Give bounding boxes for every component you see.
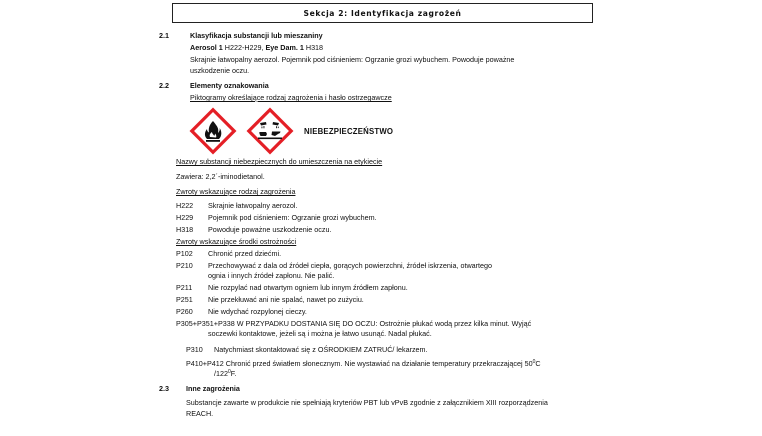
p410-fahrenheit: /122 (214, 369, 228, 378)
section-2-3-heading: Inne zagrożenia (186, 384, 240, 393)
unit-f: F. (230, 369, 237, 378)
corrosion-pictogram (245, 106, 295, 156)
section-2-2-heading: Elementy oznakowania (190, 81, 269, 90)
other-hazards-text-line-2: REACH. (186, 409, 214, 418)
p410-text: P410+P412 Chronić przed światłem słonecznym. Nie wystawiać na działanie temperatury przekraczającej 50 (186, 359, 533, 368)
section-2-3-number: 2.3 (159, 384, 169, 393)
classification-text-line-2: uszkodzenie oczu. (190, 66, 250, 75)
classification-text-line-1: Skrajnie łatwopalny aerozol. Pojemnik pod ciśnieniem: Ogrzanie grozi wybuchem. Powoduje poważne (190, 55, 515, 64)
section-2-1-number: 2.1 (159, 31, 169, 40)
precaution-code: P102 (176, 249, 193, 258)
precaution-text: Nie wdychać rozpylonej cieczy. (208, 307, 307, 316)
unit-c: C (535, 359, 541, 368)
degree-sup: 0 (228, 369, 231, 375)
hazard-code: H222 (176, 201, 194, 210)
pictograms-heading: Piktogramy określające rodzaj zagrożenia i hasło ostrzegawcze (190, 93, 392, 102)
precaution-text (186, 359, 541, 368)
contains-text: Zawiera: 2,2´-iminodietanol. (176, 172, 265, 181)
section-2-1-heading: Klasyfikacja substancji lub mieszaniny (190, 31, 323, 40)
precaution-text: Natychmiast skontaktować się z OŚRODKIEM ZATRUĆ/ lekarzem. (214, 345, 428, 354)
precaution-text: soczewki kontaktowe, jeżeli są i można je łatwo usunąć. Nadal płukać. (208, 329, 432, 338)
signal-word: NIEBEZPIECZEŃSTWO (304, 127, 394, 136)
flame-pictogram (188, 106, 238, 156)
other-hazards-text-line-1: Substancje zawarte w produkcie nie spełniają kryteriów PBT lub vPvB zgodnie z załącznikiem XIII rozporządzenia (186, 398, 548, 407)
precaution-code: P211 (176, 283, 193, 292)
precaution-text: Przechowywać z dala od źródeł ciepła, gorących powierzchni, źródeł iskrzenia, otwartego (208, 261, 493, 270)
classification-line (190, 43, 323, 52)
hazard-text: Pojemnik pod ciśnieniem: Ogrzanie grozi wybuchem. (208, 213, 377, 222)
degree-sup: 0 (532, 359, 536, 365)
hazard-statements-heading: Zwroty wskazujące rodzaj zagrożenia (176, 187, 296, 196)
hazardous-substances-heading: Nazwy substancji niebezpiecznych do umieszczenia na etykiecie (176, 157, 383, 166)
precaution-text: Nie przekłuwać ani nie spalać, nawet po zużyciu. (208, 295, 364, 304)
precaution-text: Nie rozpylać nad otwartym ogniem lub innym źródłem zapłonu. (208, 283, 408, 292)
hazard-code: H318 (176, 225, 194, 234)
precaution-text: Chronić przed dziećmi. (208, 249, 282, 258)
aerosol-label: Aerosol 1 (190, 43, 223, 52)
hazard-text: Powoduje poważne uszkodzenie oczu. (208, 225, 332, 234)
precaution-code: P210 (176, 261, 193, 270)
precaution-text: ognia i innych źródeł zapłonu. Nie palić. (208, 271, 335, 280)
precaution-text (214, 369, 236, 378)
precaution-text: P305+P351+P338 W PRZYPADKU DOSTANIA SIĘ DO OCZU: Ostrożnie płukać wodą przez kilka minut. Wyjąć (176, 319, 532, 328)
precautionary-statements-heading: Zwroty wskazujące środki ostrożności (176, 237, 297, 246)
hazard-code: H229 (176, 213, 194, 222)
precaution-code: P251 (176, 295, 193, 304)
aerosol-codes: H222-H229, (222, 43, 266, 52)
precaution-code: P260 (176, 307, 193, 316)
section-title: Sekcja 2: Identyfikacja zagrożeń (172, 3, 593, 23)
section-2-2-number: 2.2 (159, 81, 169, 90)
eye-dam-code: H318 (303, 43, 324, 52)
precaution-code: P310 (186, 345, 203, 354)
hazard-text: Skrajnie łatwopalny aerozol. (208, 201, 298, 210)
eye-dam-label: Eye Dam. 1 (265, 43, 304, 52)
